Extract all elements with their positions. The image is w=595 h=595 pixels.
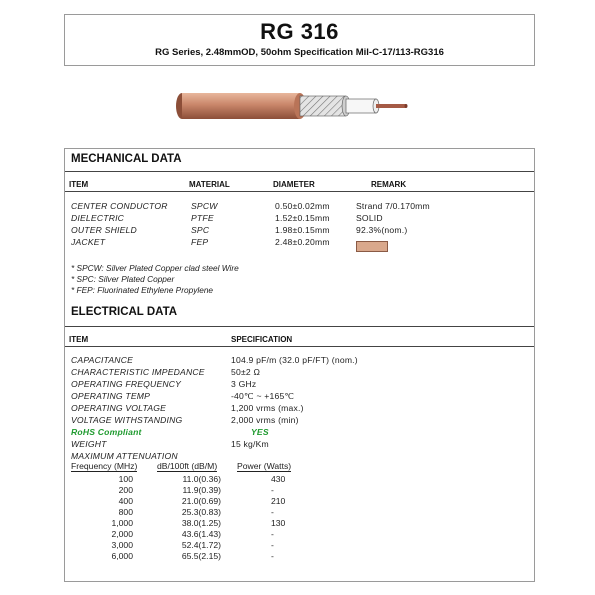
atten-frequency: 800 [118, 507, 133, 517]
elec-item: OPERATING TEMP [71, 391, 151, 401]
atten-frequency: 100 [118, 474, 133, 484]
jacket-color-swatch [356, 238, 388, 256]
atten-db: 65.5(2.15) [181, 551, 221, 561]
atten-frequency: 200 [118, 485, 133, 495]
atten-frequency: 6,000 [111, 551, 133, 561]
rohs-label: RoHS Compliant [71, 427, 142, 437]
atten-db: 38.0(1.25) [181, 518, 221, 528]
elec-item: MAXIMUM ATTENUATION [71, 451, 178, 461]
atten-frequency: 400 [118, 496, 133, 506]
divider [65, 346, 534, 347]
atten-power: - [271, 540, 274, 550]
atten-db: 25.3(0.83) [181, 507, 221, 517]
footnote: * SPC: Silver Plated Copper [71, 274, 175, 284]
page-subtitle: RG Series, 2.48mmOD, 50ohm Specification Mil-C-17/113-RG316 [155, 47, 444, 58]
mech-material: FEP [191, 237, 209, 247]
col-specification: SPECIFICATION [231, 335, 293, 344]
atten-db: 11.9(0.39) [182, 485, 221, 495]
divider [65, 171, 534, 172]
mech-remark: Strand 7/0.170mm [356, 201, 430, 211]
col-item: ITEM [69, 180, 89, 189]
coax-cable-icon [170, 86, 420, 126]
header-box [64, 14, 535, 66]
elec-item: CHARACTERISTIC IMPEDANCE [71, 367, 205, 377]
cable-braid-shield [300, 96, 350, 116]
mech-diameter: 1.98±0.15mm [275, 225, 330, 235]
mech-material: SPC [191, 225, 210, 235]
mech-item: DIELECTRIC [71, 213, 125, 223]
atten-db: 43.6(1.43) [181, 529, 221, 539]
divider [65, 191, 534, 192]
elec-spec: 2,000 vrms (min) [231, 415, 299, 425]
mech-item: JACKET [71, 237, 106, 247]
atten-frequency: 3,000 [111, 540, 133, 550]
elec-item: WEIGHT [71, 439, 107, 449]
atten-col-frequency: Frequency (MHz) [71, 461, 138, 471]
col-material: MATERIAL [189, 180, 230, 189]
elec-spec: 15 kg/Km [231, 439, 269, 449]
col-item: ITEM [69, 335, 89, 344]
elec-spec: 1,200 vrms (max.) [231, 403, 304, 413]
atten-power: - [271, 529, 274, 539]
elec-spec: 104.9 pF/m (32.0 pF/FT) (nom.) [231, 355, 358, 365]
col-diameter: DIAMETER [273, 180, 315, 189]
rohs-value: YES [251, 427, 269, 437]
divider [65, 326, 534, 327]
atten-col-power: Power (Watts) [237, 461, 292, 471]
mech-diameter: 0.50±0.02mm [275, 201, 330, 211]
elec-item: OPERATING VOLTAGE [71, 403, 167, 413]
atten-db: 52.4(1.72) [181, 540, 221, 550]
datasheet-panel [64, 148, 535, 582]
mech-material: SPCW [191, 201, 218, 211]
mech-item: CENTER CONDUCTOR [71, 201, 168, 211]
elec-item: VOLTAGE WITHSTANDING [71, 415, 183, 425]
col-remark: REMARK [371, 180, 407, 189]
mech-material: PTFE [191, 213, 214, 223]
atten-db: 11.0(0.36) [182, 474, 221, 484]
atten-db: 21.0(0.69) [181, 496, 221, 506]
atten-power: - [271, 485, 274, 495]
mechanical-heading: MECHANICAL DATA [71, 153, 182, 165]
atten-power: 130 [271, 518, 286, 528]
mech-diameter: 1.52±0.15mm [275, 213, 330, 223]
cable-jacket [176, 93, 306, 119]
atten-power: 430 [271, 474, 286, 484]
electrical-heading: ELECTRICAL DATA [71, 306, 178, 318]
elec-spec: 3 GHz [231, 379, 257, 389]
atten-frequency: 1,000 [111, 518, 133, 528]
elec-item: OPERATING FREQUENCY [71, 379, 182, 389]
elec-spec: -40℃ ~ +165℃ [231, 391, 295, 401]
elec-spec: 50±2 Ω [231, 367, 261, 377]
atten-power: - [271, 551, 274, 561]
elec-item: CAPACITANCE [71, 355, 134, 365]
atten-power: 210 [271, 496, 286, 506]
cable-dielectric [346, 99, 379, 113]
mech-remark: 92.3%(nom.) [356, 225, 408, 235]
footnote: * SPCW: Silver Plated Copper clad steel Wire [71, 263, 239, 273]
mech-remark: SOLID [356, 213, 383, 223]
atten-power: - [271, 507, 274, 517]
mech-diameter: 2.48±0.20mm [275, 237, 330, 247]
cable-center-conductor [376, 104, 408, 108]
atten-frequency: 2,000 [111, 529, 133, 539]
mech-item: OUTER SHIELD [71, 225, 137, 235]
page-title: RG 316 [260, 19, 339, 44]
atten-col-db: dB/100ft (dB/M) [157, 461, 218, 471]
footnote: * FEP: Fluorinated Ethylene Propylene [71, 285, 214, 295]
